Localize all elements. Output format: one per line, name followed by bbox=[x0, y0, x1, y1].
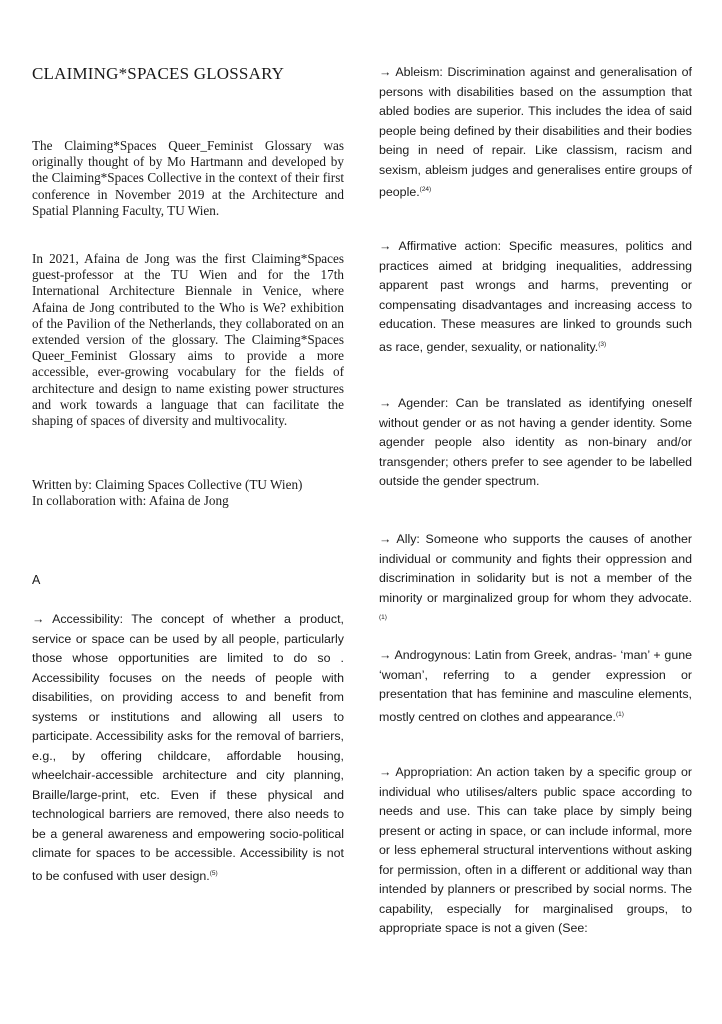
footnote-ref: (1) bbox=[615, 710, 624, 718]
entry-text: → Ally: Someone who supports the causes of another individual or community and fights their oppression and discrimination in solidarity but is not a member of the minority or marginalized group for whom they advocate. bbox=[379, 532, 692, 605]
entry-text: → Agender: Can be translated as identifying oneself without gender or as not having a gender identity. Some agender people also identity as non-binary and/or transgender; others prefer to see agender to be labelled outside the gender spectrum. bbox=[379, 396, 692, 488]
entry-text: → Androgynous: Latin from Greek, andras- ‘man’ + gune ‘woman’, referring to a gender expression or presentation that has feminine and masculine elements, mostly centred on clothes and appearance. bbox=[379, 648, 692, 724]
entry-text: → Appropriation: An action taken by a specific group or individual who utilises/alters public space according to needs and use. This can take place by simply being present or acting in space, or can include informal, more or less ephemeral structural interventions without asking for permission, often in a different or additional way than intended by planners or prescribed by social norms. The capability, especially for marginalised groups, to appropriate space is not a given (See: bbox=[379, 765, 692, 935]
written-by: Written by: Claiming Spaces Collective (TU Wien) bbox=[32, 477, 303, 492]
intro-paragraph: In 2021, Afaina de Jong was the first Claiming*Spaces guest-professor at the TU Wien and for the 17th International Architecture Biennale in Venice, where Afaina de Jong contributed to the Who is We? exhibition of the Pavilion of the Netherlands, they collaborated on an extended version of the glossary. The Claiming*Spaces Queer_Feminist Glossary aims to provide a more accessible, ever-growing vocabulary for the fields of architecture and design to name existing power structures and work towards a language that can facilitate the shaping of spaces of diversity and multivocality. bbox=[32, 251, 344, 429]
glossary-entry-ableism bbox=[379, 63, 692, 203]
glossary-entry-agender bbox=[379, 394, 692, 492]
glossary-entry-androgynous bbox=[379, 646, 692, 727]
section-letter: A bbox=[32, 573, 41, 587]
glossary-entry-accessibility bbox=[32, 610, 344, 886]
intro-paragraph: The Claiming*Spaces Queer_Feminist Glossary was originally thought of by Mo Hartmann and developed by the Claiming*Spaces Collective in the context of their first conference in November 2019 at the Architecture and Spatial Planning Faculty, TU Wien. bbox=[32, 138, 344, 218]
glossary-entry-appropriation bbox=[379, 763, 692, 939]
footnote-ref: (1) bbox=[379, 614, 387, 621]
entry-text: → Affirmative action: Specific measures, politics and practices aimed at bridging inequalities, addressing apparent past wrongs and harms, preventing or compensating disadvantages and increasing access to education. These measures are linked to grounds such as race, gender, sexuality, or nationality. bbox=[379, 239, 692, 354]
collaboration: In collaboration with: Afaina de Jong bbox=[32, 493, 229, 508]
glossary-entry-affirmative-action bbox=[379, 237, 692, 357]
entry-text: → Accessibility: The concept of whether a product, service or space can be used by all people, particularly those whose opportunities are limited to do so . Accessibility focuses on the needs of people with disabilities, on providing access to and benefit from systems or institutions and allowing all users to participate. Accessibility asks for the removal of barriers, e.g., by offering childcare, affordable housing, wheelchair-accessible architecture and city planning, Braille/large-print, etc. Even if these physical and technological barriers are removed, there also needs to be a general awareness and empowering socio-political climate for spaces to be accessible. Accessibility is not to be confused with user design. bbox=[32, 612, 344, 883]
footnote-ref: (5) bbox=[209, 869, 218, 877]
glossary-entry-ally bbox=[379, 530, 692, 631]
page-title: CLAIMING*SPACES GLOSSARY bbox=[32, 64, 285, 83]
footnote-ref: (24) bbox=[419, 186, 432, 193]
footnote-ref: (3) bbox=[598, 340, 607, 348]
entry-text: → Ableism: Discrimination against and generalisation of persons with disabilities based on the assumption that abled bodies are superior. This includes the idea of said people being defined by their disabilities and their bodies being in need of repair. Like classism, racism and sexism, ableism judges and generalises entire groups of people. bbox=[379, 65, 692, 199]
